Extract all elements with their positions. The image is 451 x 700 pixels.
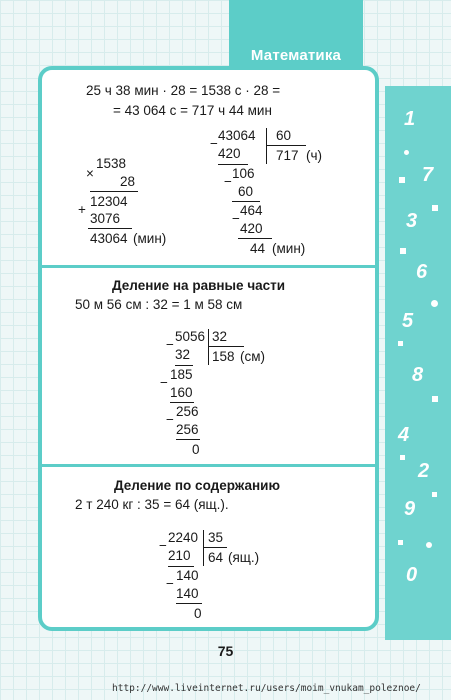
division-step: 210 — [168, 548, 191, 563]
remainder-unit: (мин) — [272, 241, 306, 256]
multiplication-line — [90, 191, 138, 192]
side-digit: 2 — [418, 460, 430, 482]
side-digit: 4 — [398, 424, 410, 446]
division-step: 256 — [176, 422, 199, 437]
division-line — [176, 603, 202, 604]
multiplication-result: 43064 — [90, 231, 128, 246]
decorative-dot — [432, 492, 437, 497]
division-line — [168, 566, 194, 567]
minus-sign: − — [224, 174, 232, 189]
side-digit: 5 — [402, 310, 414, 332]
decorative-dot — [398, 341, 403, 346]
division-line — [238, 238, 272, 239]
footer-url: http://www.liveinternet.ru/users/moim_vnukam_poleznoe/ — [112, 683, 421, 694]
division-step: 185 — [170, 367, 193, 382]
decorative-dot — [432, 396, 438, 402]
divisor: 32 — [212, 329, 228, 344]
divisor-line — [266, 145, 306, 146]
decorative-dot — [426, 542, 432, 548]
division-line — [232, 201, 260, 202]
divisor: 60 — [276, 128, 292, 143]
decorative-dot — [404, 150, 409, 155]
division-bar — [266, 128, 267, 164]
content-card — [38, 66, 379, 631]
multiplication-line — [88, 228, 132, 229]
division-bar — [203, 530, 204, 566]
quotient: 158 — [212, 349, 235, 364]
section3-heading: Деление по содержанию — [114, 478, 281, 493]
quotient-unit: (ящ.) — [228, 550, 260, 565]
section1-line1: 25 ч 38 мин · 28 = 1538 с · 28 = — [86, 83, 281, 98]
division-step: 60 — [238, 184, 254, 199]
partial-product-2: 3076 — [90, 211, 121, 226]
quotient: 717 — [276, 148, 299, 163]
side-digit: 0 — [406, 564, 418, 586]
decorative-dot — [399, 177, 405, 183]
minus-sign: − — [160, 375, 168, 390]
division-step: 140 — [176, 586, 199, 601]
plus-sign: + — [78, 202, 86, 217]
division-line — [218, 164, 248, 165]
quotient-unit: (см) — [240, 349, 266, 364]
division-step: 140 — [176, 568, 199, 583]
division-line — [170, 402, 194, 403]
divisor-line — [208, 346, 244, 347]
section3-equation: 2 т 240 кг : 35 = 64 (ящ.). — [75, 497, 229, 512]
dividend: 5056 — [175, 329, 206, 344]
header-tab — [229, 0, 363, 76]
side-digit: 8 — [412, 364, 424, 386]
decorative-side-strip — [385, 86, 451, 640]
minus-sign: − — [166, 412, 174, 427]
division-line — [176, 439, 200, 440]
multiplier: 28 — [120, 174, 136, 189]
division-step: 420 — [240, 221, 263, 236]
quotient: 64 — [208, 550, 224, 565]
decorative-dot — [432, 205, 438, 211]
partial-product-1: 12304 — [90, 194, 128, 209]
division-step: 256 — [176, 404, 199, 419]
minus-sign: − — [210, 136, 218, 151]
decorative-dot — [400, 248, 406, 254]
division-step: 106 — [232, 166, 255, 181]
section-divider — [42, 265, 375, 268]
division-remainder: 0 — [192, 442, 200, 457]
section2-heading: Деление на равные части — [112, 278, 286, 293]
divisor: 35 — [208, 530, 224, 545]
section-divider — [42, 464, 375, 467]
times-sign: × — [86, 166, 94, 181]
side-digit: 7 — [422, 164, 434, 186]
multiplicand: 1538 — [96, 156, 127, 171]
decorative-dot — [400, 455, 405, 460]
minus-sign: − — [159, 538, 167, 553]
side-digit: 3 — [406, 210, 418, 232]
division-remainder: 44 — [250, 241, 266, 256]
page-number: 75 — [217, 643, 234, 659]
dividend: 2240 — [168, 530, 199, 545]
decorative-dot — [398, 540, 403, 545]
division-step: 32 — [175, 347, 191, 362]
division-step: 420 — [218, 146, 241, 161]
division-step: 464 — [240, 203, 263, 218]
side-digit: 6 — [416, 261, 428, 283]
divisor-line — [203, 547, 227, 548]
division-step: 160 — [170, 385, 193, 400]
section2-equation: 50 м 56 см : 32 = 1 м 58 см — [75, 297, 243, 312]
multiplication-unit: (мин) — [133, 231, 167, 246]
minus-sign: − — [166, 337, 174, 352]
section1-line2: = 43 064 с = 717 ч 44 мин — [113, 103, 272, 118]
side-digit: 9 — [404, 498, 416, 520]
minus-sign: − — [166, 576, 174, 591]
division-line — [175, 365, 193, 366]
division-remainder: 0 — [194, 606, 202, 621]
header-title: Математика — [250, 47, 342, 64]
minus-sign: − — [232, 211, 240, 226]
dividend: 43064 — [218, 128, 256, 143]
side-digit: 1 — [404, 108, 416, 130]
decorative-dot — [431, 300, 438, 307]
division-bar — [208, 329, 209, 365]
quotient-unit: (ч) — [306, 148, 323, 163]
